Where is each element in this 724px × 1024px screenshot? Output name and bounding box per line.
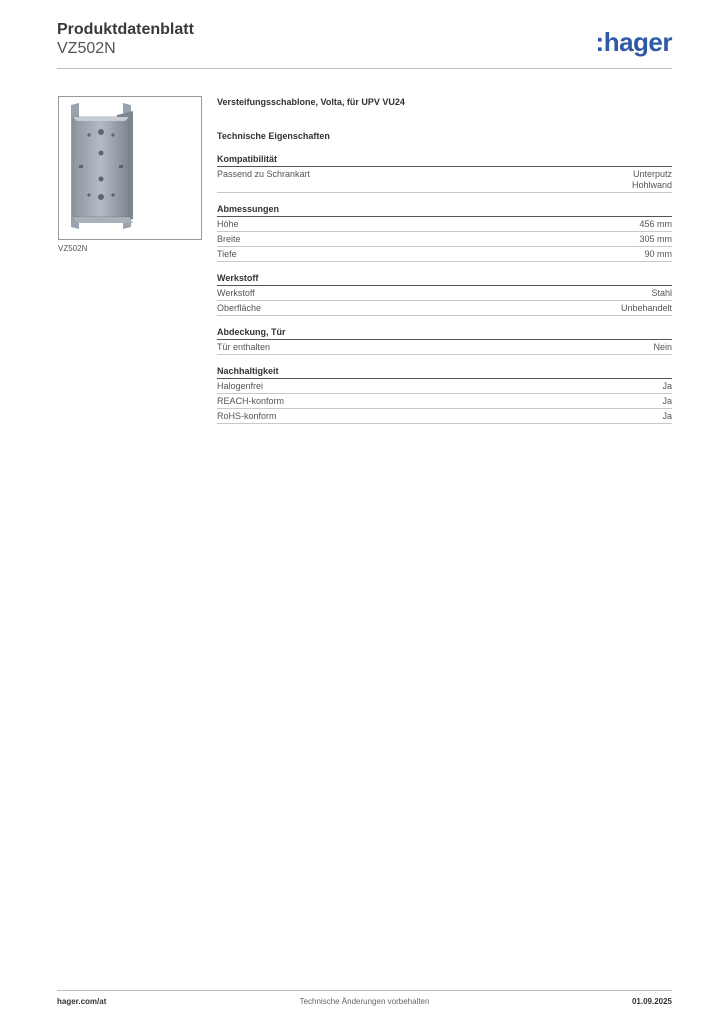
logo-text: :hager — [595, 27, 672, 57]
property-value — [632, 169, 672, 191]
property-label: Oberfläche — [217, 303, 262, 313]
property-value-line: Ja — [662, 381, 672, 391]
product-code: VZ502N — [57, 40, 116, 57]
property-value — [621, 303, 672, 314]
property-label: Breite — [217, 234, 241, 244]
property-value — [651, 288, 672, 299]
section-title: Nachhaltigkeit — [217, 365, 672, 379]
property-value-line: Hohlwand — [631, 180, 672, 190]
footer-divider — [57, 990, 672, 991]
property-row — [217, 409, 672, 424]
property-section — [217, 326, 672, 355]
property-value-line: 305 mm — [639, 234, 672, 244]
property-value-line: 90 mm — [644, 249, 672, 259]
page-title: Produktdatenblatt — [57, 21, 194, 38]
footer-website[interactable]: hager.com/at — [57, 997, 107, 1006]
property-value — [662, 396, 672, 407]
section-title: Abmessungen — [217, 203, 672, 217]
property-value-line: 456 mm — [639, 219, 672, 229]
property-value-line: Ja — [662, 411, 672, 421]
property-row — [217, 286, 672, 301]
footer-notice: Technische Änderungen vorbehalten — [299, 997, 430, 1006]
property-value — [639, 234, 672, 245]
product-details — [217, 97, 672, 424]
header-divider — [57, 68, 672, 69]
property-value-line: Ja — [662, 396, 672, 406]
properties-list — [217, 153, 672, 424]
property-label: RoHS-konform — [217, 411, 277, 421]
property-label: Halogenfrei — [217, 381, 264, 391]
product-image — [58, 96, 202, 240]
property-row — [217, 167, 672, 193]
property-value-line: Nein — [653, 342, 672, 352]
property-row — [217, 394, 672, 409]
property-section — [217, 272, 672, 316]
section-title: Abdeckung, Tür — [217, 326, 672, 340]
property-row — [217, 340, 672, 355]
property-label: Tür enthalten — [217, 342, 271, 352]
property-section — [217, 153, 672, 193]
product-name: Versteifungsschablone, Volta, für UPV VU24 — [217, 97, 405, 107]
footer-date: 01.09.2025 — [631, 997, 672, 1006]
property-row — [217, 232, 672, 247]
property-value-line: Stahl — [651, 288, 672, 298]
property-value — [662, 381, 672, 392]
hager-logo — [596, 28, 672, 56]
section-title: Kompatibilität — [217, 153, 672, 167]
image-caption: VZ502N — [58, 244, 88, 253]
property-value — [653, 342, 672, 353]
property-label: Passend zu Schrankart — [217, 169, 311, 179]
property-value — [662, 411, 672, 422]
property-label: REACH-konform — [217, 396, 285, 406]
mounting-plate-illustration — [59, 97, 201, 239]
property-section — [217, 365, 672, 424]
property-value — [639, 219, 672, 230]
property-label: Werkstoff — [217, 288, 255, 298]
tech-properties-heading: Technische Eigenschaften — [217, 131, 330, 141]
property-value-line: Unterputz — [632, 169, 672, 179]
property-label: Höhe — [217, 219, 239, 229]
property-label: Tiefe — [217, 249, 237, 259]
property-row — [217, 217, 672, 232]
property-section — [217, 203, 672, 262]
property-value-line: Unbehandelt — [620, 303, 672, 313]
property-row — [217, 301, 672, 316]
property-value — [644, 249, 672, 260]
property-row — [217, 379, 672, 394]
page-header — [57, 20, 194, 58]
property-row — [217, 247, 672, 262]
section-title: Werkstoff — [217, 272, 672, 286]
